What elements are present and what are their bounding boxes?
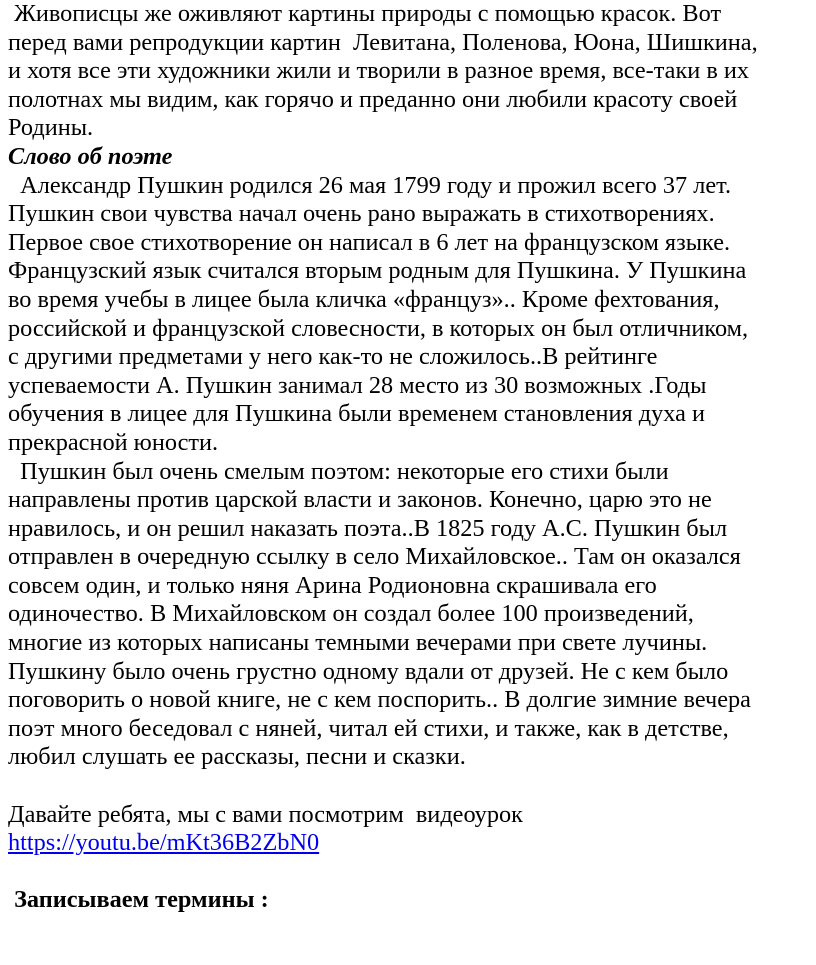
text-line: Французский язык считался вторым родным для Пушкина. У Пушкина	[8, 257, 747, 285]
text-line: Пушкин был очень смелым поэтом: некоторые его стихи были	[8, 457, 669, 485]
video-prompt: Давайте ребята, мы с вами посмотрим видеоурок	[8, 800, 523, 828]
text-line: Пушкину было очень грустно одному вдали от друзей. Не с кем было	[8, 657, 729, 685]
text-line: российской и французской словесности, в которых он был отличником,	[8, 314, 749, 342]
document-page	[8, 0, 813, 915]
text-line: Пушкин свои чувства начал очень рано выражать в стихотворениях.	[8, 200, 715, 228]
terms-heading: Записываем термины :	[8, 886, 269, 914]
text-line: совсем один, и только няня Арина Родионовна скрашивала его	[8, 571, 657, 599]
poet-paragraph-2	[8, 458, 813, 773]
text-line: с другими предметами у него как-то не сложилось..В рейтинге	[8, 343, 658, 371]
text-line: Александр Пушкин родился 26 мая 1799 году и прожил всего 37 лет.	[8, 171, 732, 199]
text-line: полотнах мы видим, как горячо и преданно они любили красоту своей	[8, 85, 738, 113]
text-line: многие из которых написаны темными вечерами при свете лучины.	[8, 629, 708, 657]
poet-section-heading: Слово об поэте	[8, 142, 173, 170]
intro-paragraph	[8, 0, 813, 143]
text-line: отправлен в очередную ссылку в село Михайловское.. Там он оказался	[8, 543, 741, 571]
text-line: и хотя все эти художники жили и творили в разное время, все-таки в их	[8, 57, 750, 85]
text-line: Родины.	[8, 114, 94, 142]
text-line: одиночество. В Михайловском он создал более 100 произведений,	[8, 600, 694, 628]
blank-line	[8, 858, 813, 887]
video-link-line	[8, 829, 813, 858]
blank-line	[8, 772, 813, 801]
text-line: поговорить о новой книге, не с кем поспорить.. В долгие зимние вечера	[8, 686, 751, 714]
text-line: направлены против царской власти и законов. Конечно, царю это не	[8, 486, 712, 514]
text-line: нравилось, и он решил наказать поэта..В 1825 году А.С. Пушкин был	[8, 514, 728, 542]
text-line: любил слушать ее рассказы, песни и сказки.	[8, 743, 466, 771]
text-line: Первое свое стихотворение он написал в 6 лет на французском языке.	[8, 228, 731, 256]
text-line: поэт много беседовал с няней, читал ей стихи, и также, как в детстве,	[8, 714, 729, 742]
text-line: успеваемости А. Пушкин занимал 28 место из 30 возможных .Годы	[8, 371, 707, 399]
text-line: во время учебы в лицее была кличка «француз».. Кроме фехтования,	[8, 285, 720, 313]
text-line: обучения в лицее для Пушкина были временем становления духа и	[8, 400, 705, 428]
poet-paragraph-1	[8, 172, 813, 458]
text-line: Живописцы же оживляют картины природы с помощью красок. Вот	[8, 0, 722, 27]
video-link[interactable]: https://youtu.be/mKt36B2ZbN0	[8, 829, 320, 857]
text-line: прекрасной юности.	[8, 428, 219, 456]
text-line: перед вами репродукции картин Левитана, Поленова, Юона, Шишкина,	[8, 28, 758, 56]
